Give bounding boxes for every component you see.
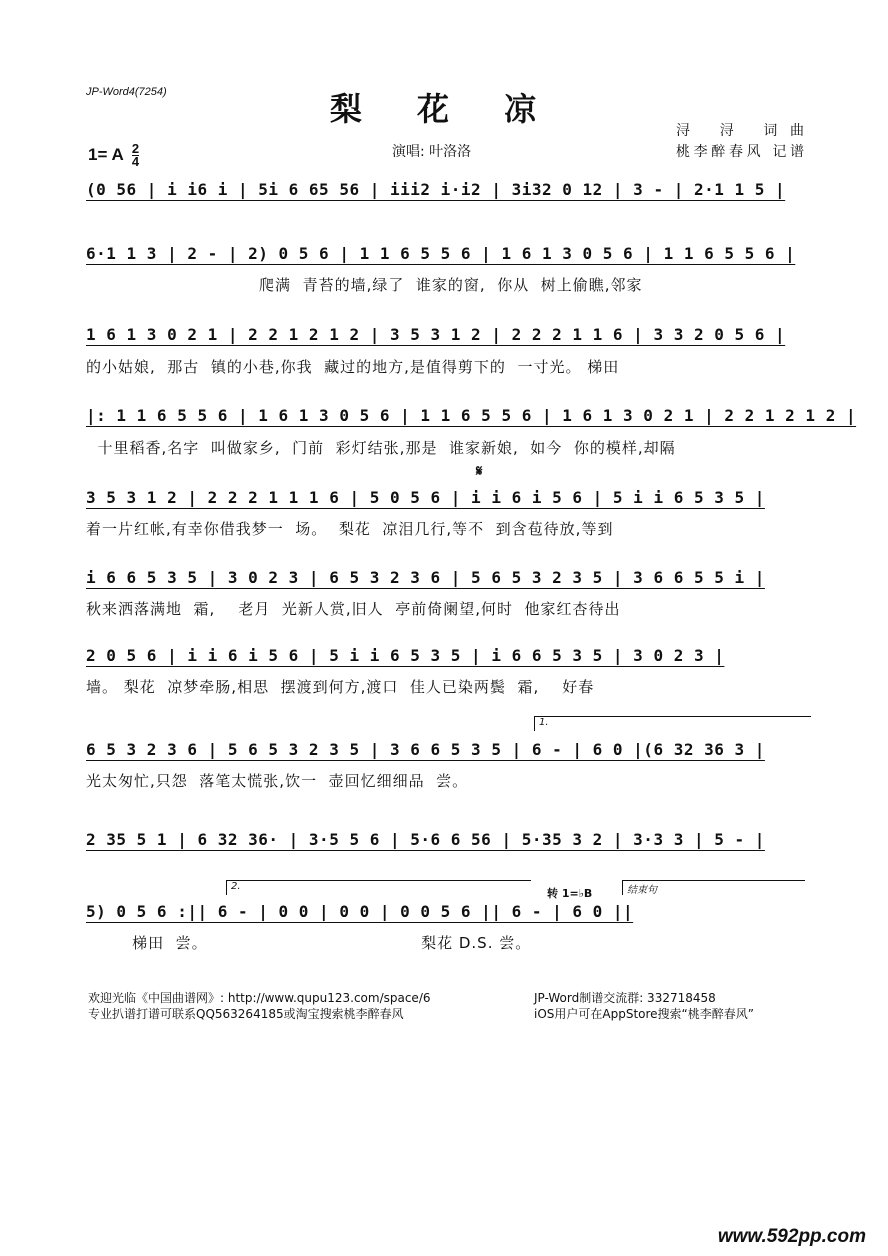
- page-title: 梨 花 凉: [329, 90, 559, 128]
- score-system-10-lyrics: 梯田 尝。 梨花 D.S. 尝。: [86, 934, 532, 952]
- volta-1-bracket: [534, 716, 811, 731]
- modulation-mark: 转 1=♭B: [547, 887, 593, 900]
- footer-right: [534, 990, 754, 1022]
- footer-right-line-1: JP-Word制谱交流群: 332718458: [534, 991, 716, 1005]
- volta-1-label: 1.: [539, 717, 549, 728]
- watermark: www.592pp.com: [717, 1226, 866, 1247]
- coda-bracket: [622, 880, 805, 895]
- time-signature: [132, 143, 139, 168]
- score-system-5-notes: 3 5 3 1 2 | 2 2 2 1 1 1 6 | 5 0 5 6 | i i 6 i 5 6 | 5 i i 6 5 3 5 |: [86, 488, 765, 507]
- credits: [676, 121, 804, 163]
- coda-label: 结束句: [627, 885, 657, 896]
- transcriber-credit: 桃李醉春风 记谱: [676, 144, 804, 160]
- score-system-7-lyrics: 墙。 梨花 凉梦牵肠,相思 摆渡到何方,渡口 佳人已染两鬓 霜, 好春: [86, 678, 595, 696]
- footer-left-line-1: 欢迎光临《中国曲谱网》: http://www.qupu123.com/space/6: [88, 991, 431, 1005]
- volta-2-label: 2.: [231, 881, 241, 892]
- score-system-2-lyrics: 爬满 青苔的墙,绿了 谁家的窗, 你从 树上偷瞧,邻家: [86, 276, 643, 294]
- footer-right-line-2: iOS用户可在AppStore搜索“桃李醉春风”: [534, 1007, 754, 1021]
- time-bottom: 4: [131, 154, 140, 169]
- score-system-8-lyrics: 光太匆忙,只怨 落笔太慌张,饮一 壶回忆细细品 尝。: [86, 772, 469, 790]
- segno-mark: 𝄋: [476, 462, 483, 480]
- lyricist-credit: 浔 浔 词曲: [676, 123, 804, 139]
- score-system-7-notes: 2 0 5 6 | i i 6 i 5 6 | 5 i i 6 5 3 5 | i 6 6 5 3 5 | 3 0 2 3 |: [86, 646, 725, 665]
- version-label: JP-Word4(7254): [86, 86, 167, 98]
- score-system-10-notes: 5) 0 5 6 :|| 6 - | 0 0 | 0 0 | 0 0 5 6 || 6 - | 6 0 ||: [86, 902, 634, 921]
- volta-2-bracket: [226, 880, 531, 895]
- key-signature: [88, 143, 139, 168]
- score-system-6-notes: i 6 6 5 3 5 | 3 0 2 3 | 6 5 3 2 3 6 | 5 6 5 3 2 3 5 | 3 6 6 5 5 i |: [86, 568, 765, 587]
- footer-left: [88, 990, 431, 1022]
- singer-credit: 演唱: 叶洛洛: [392, 144, 472, 160]
- footer-left-line-2: 专业扒谱打谱可联系QQ563264185或淘宝搜索桃李醉春风: [88, 1007, 404, 1021]
- score-system-4-notes: |: 1 1 6 5 5 6 | 1 6 1 3 0 5 6 | 1 1 6 5 5 6 | 1 6 1 3 0 2 1 | 2 2 1 2 1 2 |: [86, 406, 857, 425]
- score-system-3-notes: 1 6 1 3 0 2 1 | 2 2 1 2 1 2 | 3 5 3 1 2 | 2 2 2 1 1 6 | 3 3 2 0 5 6 |: [86, 325, 786, 344]
- score-system-8-notes: 6 5 3 2 3 6 | 5 6 5 3 2 3 5 | 3 6 6 5 3 5 | 6 - | 6 0 |(6 32 36 3 |: [86, 740, 765, 759]
- score-system-4-lyrics: 十里稻香,名字 叫做家乡, 门前 彩灯结张,那是 谁家新娘, 如今 你的模样,却隔: [86, 439, 676, 457]
- score-system-9-notes: 2 35 5 1 | 6 32 36· | 3·5 5 6 | 5·6 6 56 | 5·35 3 2 | 3·3 3 | 5 - |: [86, 830, 765, 849]
- score-system-5-lyrics: 着一片红帐,有幸你借我梦一 场。 梨花 凉泪几行,等不 到含苞待放,等到: [86, 520, 614, 538]
- score-system-2-notes: 6·1 1 3 | 2 - | 2) 0 5 6 | 1 1 6 5 5 6 | 1 6 1 3 0 5 6 | 1 1 6 5 5 6 |: [86, 244, 796, 263]
- key-text: 1= A: [88, 144, 124, 164]
- score-system-6-lyrics: 秋来洒落满地 霜, 老月 光新人赏,旧人 亭前倚阑望,何时 他家红杏待出: [86, 600, 621, 618]
- time-top: 2: [131, 141, 140, 156]
- score-system-1-notes: (0 56 | i i6 i | 5i 6 65 56 | iii2 i·i2 | 3i32 0 12 | 3 - | 2·1 1 5 |: [86, 180, 786, 199]
- score-system-3-lyrics: 的小姑娘, 那古 镇的小巷,你我 藏过的地方,是值得剪下的 一寸光。 梯田: [86, 358, 620, 376]
